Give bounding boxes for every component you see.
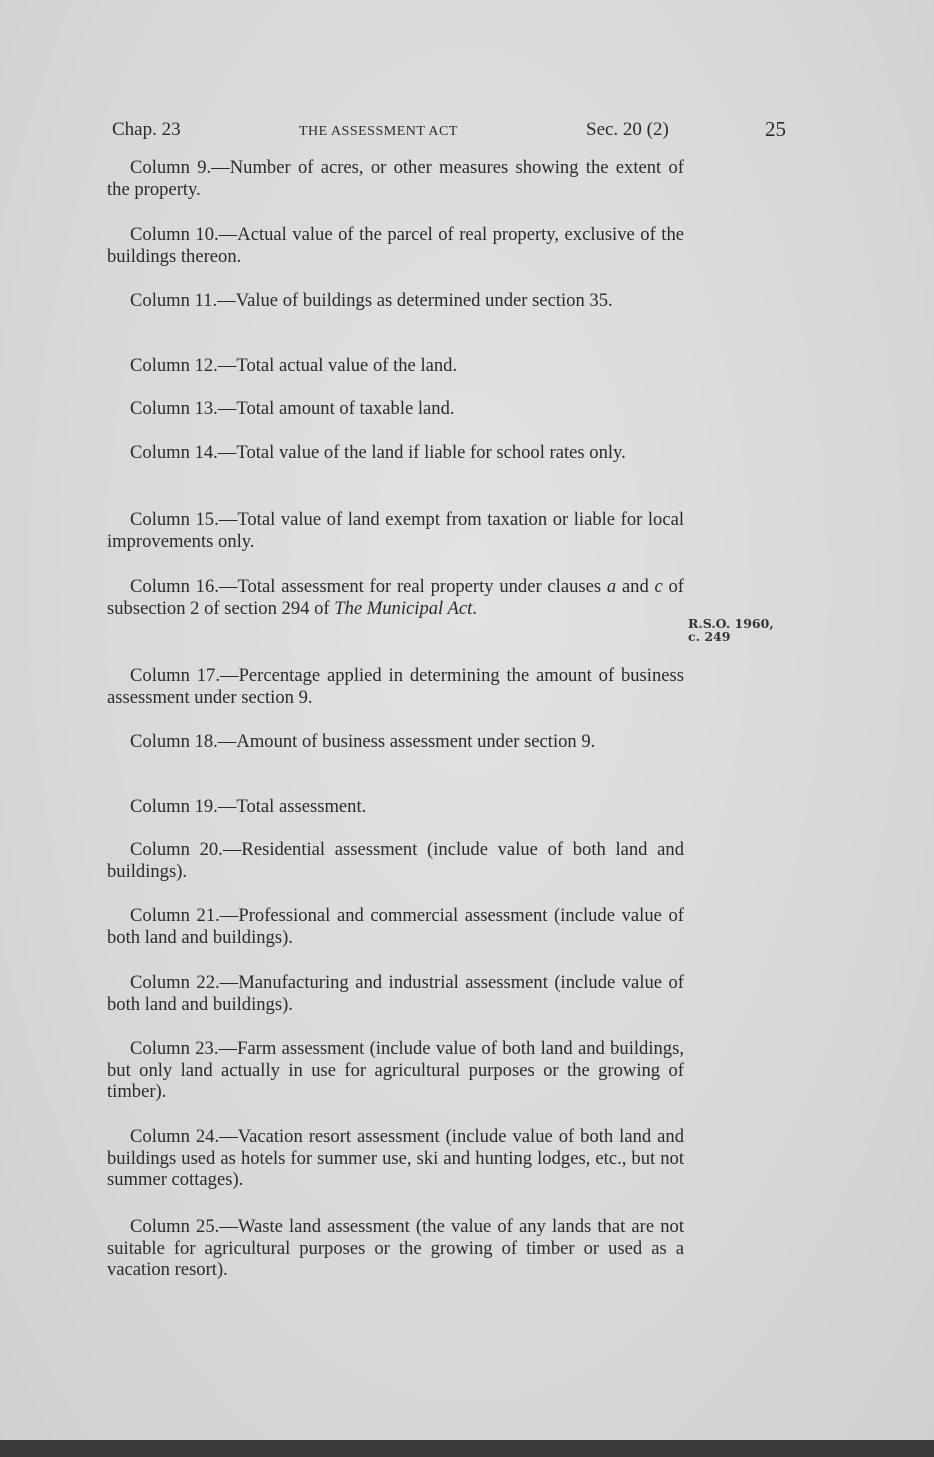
column-9-text: Column 9.—Number of acres, or other measures showing the extent of the property. (107, 157, 684, 200)
citation-line-2: c. 249 (688, 629, 731, 644)
column-19-text: Column 19.—Total assessment. (130, 796, 367, 817)
column-10-text: Column 10.—Actual value of the parcel of real property, exclusive of the buildings thereon. (107, 224, 684, 267)
column-15-text: Column 15.—Total value of land exempt from taxation or liable for local improvements only. (107, 509, 684, 552)
column-25-text: Column 25.—Waste land assessment (the value of any lands that are not suitable for agricultural purposes or the growing of timber or used as a vacation resort). (107, 1216, 684, 1280)
clause-c: c (654, 576, 663, 597)
column-21-text: Column 21.—Professional and commercial assessment (include value of both land and buildings). (107, 905, 684, 948)
column-16-text (107, 576, 684, 619)
column-24-text: Column 24.—Vacation resort assessment (include value of both land and buildings used as hotels for summer use, ski and hunting lodges, etc., but not summer cottages). (107, 1126, 684, 1190)
act-title: The Municipal Act (334, 597, 473, 619)
text-segment: and (616, 576, 655, 597)
text-segment: of subsection 2 of section 294 of (107, 576, 684, 619)
text-segment: . (472, 597, 477, 619)
column-12-text: Column 12.—Total actual value of the land. (130, 355, 458, 376)
column-20-text: Column 20.—Residential assessment (include value of both land and buildings). (107, 839, 684, 882)
clause-a: a (606, 576, 617, 597)
margin-citation (688, 617, 774, 643)
running-title: THE ASSESSMENT ACT (299, 124, 458, 139)
column-22-text: Column 22.—Manufacturing and industrial assessment (include value of both land and buildings). (107, 972, 684, 1015)
citation-line-1: R.S.O. 1960, (688, 616, 774, 631)
section-label: Sec. 20 (2) (586, 119, 669, 140)
column-14-text: Column 14.—Total value of the land if liable for school rates only. (130, 442, 626, 463)
column-23-text: Column 23.—Farm assessment (include value of both land and buildings, but only land actually in use for agricultural purposes or the growing of timber). (107, 1038, 684, 1102)
column-18-text: Column 18.—Amount of business assessment under section 9. (130, 731, 596, 752)
scan-edge (0, 1440, 934, 1457)
column-17-text: Column 17.—Percentage applied in determining the amount of business assessment under section 9. (107, 665, 684, 708)
column-13-text: Column 13.—Total amount of taxable land. (130, 398, 455, 419)
chapter-label: Chap. 23 (112, 119, 181, 140)
text-segment: Column 16.—Total assessment for real property under clauses (130, 576, 607, 597)
page-number: 25 (765, 117, 786, 141)
column-11-text: Column 11.—Value of buildings as determined under section 35. (130, 290, 613, 311)
